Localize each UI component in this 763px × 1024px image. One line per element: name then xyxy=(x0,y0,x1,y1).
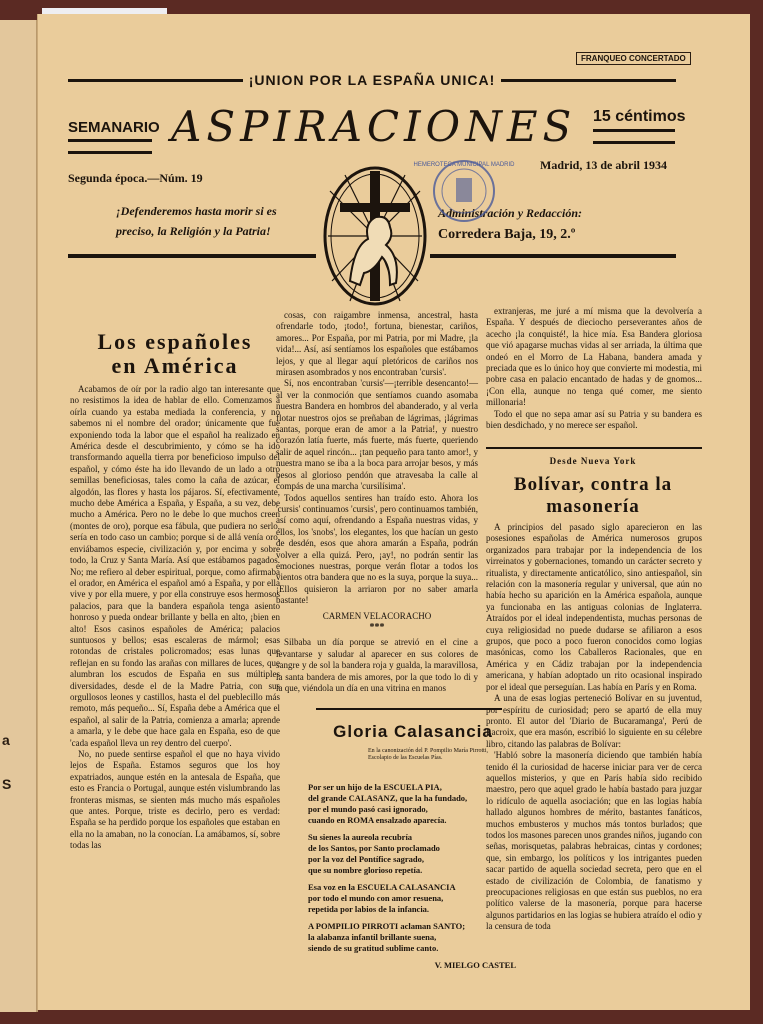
paragraph: 'Habló sobre la masonería diciendo que también había tenido él la curiosidad de hacerse iniciar para ver de cerca aquellos misterios, y que en París había sido recibido maestro, pero que aquel grado le había bastado para juzgar lo ridículo de aquella asociación; que en las logias había hallado algunos hombres de mérito, bastantes fanáticos, muchos embusteros y muchos más tontos burlados; que todos los masones parecen unos grandes niños, jugando con señas, morisquetas, palabras hebraicas, cintas y cordones; que, sin embargo, los políticos y los intrigantes pueden sacar partido de aquella sociedad secreta, pero que en el estado de civilización de Colombia, de fanatismo y preocupaciones religiosas en que están sus pueblos, no era político valerse de la masonería, porque para hacerse algunos partidarios en las logias se hubiera atraído el odio y la censura de toda xyxy=(486,750,702,932)
paragraph: Silbaba un día porque se atrevió en el cine a levantarse y saludar al aparecer en sus colores de sangre y de sol la bandera roja y gualda, la maravillosa, la santa bandera de mis amores, por la que todo lo di y la que, viéndola un día en una vitrina en manos xyxy=(276,637,478,693)
poem-dedication: En la canonización del P. Pompilio María Pirrotti, Escolapio de las Escuelas Pías. xyxy=(368,748,488,761)
separator-stars: *** xyxy=(369,621,385,633)
article-body-bolivar xyxy=(486,522,702,933)
poem-line: Por ser un hijo de la ESCUELA PIA, xyxy=(308,782,442,792)
paragraph: Todo el que no sepa amar así su Patria y su bandera es bien desdichado, y no merece ser español. xyxy=(486,408,702,431)
price xyxy=(593,108,685,144)
poem-line: que su nombre glorioso repetía. xyxy=(308,865,423,875)
motto-rule-right xyxy=(501,79,676,82)
motto-rule-left xyxy=(68,79,243,82)
poem-line: por el mundo pasó casi ignorado, xyxy=(308,804,428,814)
poem-stanza xyxy=(308,882,516,915)
paragraph: cosas, con raigambre inmensa, ancestral, hasta ofrendarle todo, ¡todo!, fortuna, bienestar, cariños, amores... Por España, por mi Patria, por mi Madre, ¡la vida!... Así, así sentíamos los españoles que estábamos lejos, y que al llegar aquí pletóricos de cariños nos mirasen asombrados y nos encontraban 'cursis'. xyxy=(276,310,478,378)
adjacent-page-fragment: a xyxy=(2,732,10,748)
header-rule-right xyxy=(430,254,676,258)
poem-line: cuando en ROMA ensalzado aparecía. xyxy=(308,815,447,825)
article-body-espanoles-continued xyxy=(276,310,478,694)
paragraph: Acabamos de oír por la radio algo tan interesante que no resistimos la idea de hablar de ello. Comenzamos a oírla cuando ya estaba mediada la conferencia, y no sabemos ni el nombre del orador; únicamente que fue exponiendo toda la labor que el español ha realizado en América desde el descubrimiento, y cómo se ha ido transformando aquella tierra por beneficioso impulso del español, y cómo éste ha ido llevando de un lado a otro semillas beneficiosas, tales como la caña de azúcar, el algodón, las flores y hasta los pájaros. Sí, efectivamente, mucho debe América a España, y España, a su vez, debe mucho a América. Pero no le debe lo que muchos creen (montes de oro), porque esa fábula, que pudiera no serlo, sería en todo caso un cambio; porque si de allá venía oro, enviábamos especie, civilización y, por encima y sobre todo, la Cruz y Santa María. Así que estábamos pagados. No; me refiero al deber espiritual, porque, como afirmaba el orador, en América el español amó a España, y por ella vive y por ella muere, y por ella construye esos hermosos palacios, para que la bandera española tenga asiento honroso y pueda ondear brillante y bella en alto, ¡bien en alto! Esos casinos españoles de América; palacios suntuosos y bellos; esas escaleras de mármol; esas rotondas de cristales policromados; esas lunas que reflejan en su fondo las arañas con millares de luces, que alumbran los escudos de España en sus múltiples diversidades, desde el de la Madre Patria, con sus orgullosos leones y castillos, hasta el del pueblecillo más remoto, más pequeño... Sí, España debe a América que el español, al salir de la Patria, comienza a amarla; aprende a amarla, y le debe que hace gala en España, eso de que 'cada español lleva un rey dentro del cuerpo'. xyxy=(70,384,280,748)
kind-bars xyxy=(68,139,152,154)
lion-cross-emblem-icon xyxy=(320,161,430,311)
poem-line: del grande CALASANZ, que la ha fundado, xyxy=(308,793,468,803)
motto-text: ¡UNION POR LA ESPAÑA UNICA! xyxy=(248,72,496,88)
article-title-line: Bolívar, contra la xyxy=(513,474,673,495)
article-body-espanoles xyxy=(70,384,280,852)
article-title-line: masonería xyxy=(546,496,640,517)
header-rule-left xyxy=(68,254,316,258)
admin-address: Corredera Baja, 19, 2.º xyxy=(438,227,576,242)
franqueo-label: FRANQUEO CONCERTADO xyxy=(576,52,691,65)
column-rule xyxy=(316,708,502,710)
adjacent-page-edge xyxy=(0,20,38,1012)
article-kicker: Desde Nueva York xyxy=(549,456,637,466)
poem-line: de los Santos, por Santo proclamado xyxy=(308,843,440,853)
price-bars xyxy=(593,129,675,144)
publication-kind-text: SEMANARIO xyxy=(68,119,160,136)
paragraph: Sí, nos encontraban 'cursis'—¡terrible desencanto!—al ver la conmoción que sentíamos cuando asomaba nuestra Bandera en hombros del abanderado, y al verla flotar nuestros ojos se preñaban de lágrimas, ¡lágrimas santas, porque eran de amor a la Patria!, y nuestro corazón latía fuerte, más fuerte, más fuerte, queriendo salir de aquel rincón... ¡tan pequeño para tanto amor!, y nuestra mano se iba a la boca para arrojar besos, y más besos al glorioso pendón que atravesaba la calle al compás de una marcha 'cursilísima'. xyxy=(276,378,478,492)
article-title-gloria: Gloria Calasancia xyxy=(333,722,493,741)
admin-label: Administración y Redacción: xyxy=(438,206,582,220)
column-rule xyxy=(486,447,702,449)
poem-line: A POMPILIO PIRROTI aclaman SANTO; xyxy=(308,921,466,931)
paragraph: A una de esas logias perteneció Bolívar en su juventud, por espíritu de curiosidad; pero se apartó de ella muy pronto. El autor del 'Diario de Bucaramanga', Perú de Lacroix, que era masón, escribió lo siguiente en su célebre libro, citando las palabras de Bolívar: xyxy=(486,693,702,749)
stamp-text: HEMEROTECA MUNICIPAL MADRID xyxy=(413,162,515,168)
article-body-bandera-end xyxy=(486,306,702,431)
poem-author: V. MIELGO CASTEL xyxy=(434,960,516,970)
poem-line: repetida por labios de la infancia. xyxy=(308,904,430,914)
publication-kind xyxy=(68,119,160,154)
masthead-title: ASPIRACIONES xyxy=(171,102,577,151)
price-text: 15 céntimos xyxy=(593,108,686,125)
poem-line: por todo el mundo con amor resuena, xyxy=(308,893,444,903)
article-title-line: en América xyxy=(111,353,239,378)
poem-line: Esa voz en la ESCUELA CALASANCIA xyxy=(308,882,456,892)
poem-sonnet xyxy=(308,782,516,971)
poem-stanza xyxy=(308,782,516,826)
paragraph: Todos aquellos sentires han traído esto. Ahora los 'cursis' continuamos 'cursis', pero continuamos también, así como aquí, ofrendando a España nuestras vidas, y ellos, los 'snobs', los elegantes, los que hacían un gesto de desdén, esos que ahora amarán a España, podrán volver a ella quizá. Pero, ¡ay!, no podrán sentir las emociones nuestras, porque verán flotar a todos los vientos otra bandera que no es la suya, porque la suya... ¡Ellos quisieron la arriaron por no saber amarla bastante! xyxy=(276,492,478,606)
poem-stanza xyxy=(308,832,516,876)
poem-line: por la voz del Pontífice sagrado, xyxy=(308,854,424,864)
paragraph: No, no puede sentirse español el que no haya vivido lejos de España. Estamos seguros que los hoy expatriados, aunque estén en la antesala de España, que esto es Francia o Portugal, aunque estén vislumbrando las fronteras mismas, se sienten más mucho más españoles que antes. Porque, triste es decirlo, pero es verdad: España se ha perdido porque los españoles que estaban en ella no la amaban, no la conocían. La amábamos, sí, sobre todas las xyxy=(70,749,280,851)
issue-date: Madrid, 13 de abril 1934 xyxy=(540,158,668,172)
newspaper-page xyxy=(37,14,750,1010)
poem-line: siendo de su gratitud sublime canto. xyxy=(308,943,439,953)
paragraph: A principios del pasado siglo aparecieron en las posesiones españolas de América numerosos grupos organizados para trabajar por la independencia de los virreinatos y gobernaciones, tomando un carácter secreto y ritualista, y directamente anticatólico, sino antiespañol, sin relación con la masonería regular y universal, que aún no había hecho su aparición en la América española, aunque ya funcionaba en las antiguas colonias de Inglaterra. Atraídos por el ideal independentista, muchas personas de cuya religiosidad no puede dudarse se afiliaron a esos grupos, que poco a poco fueron conocidos como logias masónicas, como los Caballeros Racionales, que en América y en Cádiz trabajan por la independencia americana, y habían adoptado un rito ocasional inspirado por el ideal que perseguían. Las había en París y en Roma. xyxy=(486,522,702,692)
article-title-bolivar xyxy=(488,474,698,518)
poem-line: Su sienes la aureola recubría xyxy=(308,832,413,842)
article-title-espanoles xyxy=(70,330,280,378)
poem-stanza xyxy=(308,921,516,954)
poem-line: la alabanza infantil brillante suena, xyxy=(308,932,437,942)
adjacent-page-fragment: S xyxy=(2,776,12,792)
issue-number: Segunda época.—Núm. 19 xyxy=(68,171,203,185)
article-title-line: Los españoles xyxy=(97,329,253,354)
article-signature: CARMEN VELACORACHO xyxy=(322,610,432,621)
slogan: ¡Defenderemos hasta morir si es preciso, la Religión y la Patria! xyxy=(116,204,277,238)
motto-banner xyxy=(68,72,676,88)
paragraph: extranjeras, me juré a mí misma que la devolvería a España. Y después de dieciocho perseverantes años de acecho ¡la conquisté!, la hice mía. Esa Bandera gloriosa que vió apagarse muchas vidas al ser arriada, la última que ondeó en el Morro de La Habana, bandera amada y preciada que es lo único hoy que convierte mi modestia, mi pobre casa en palacio encantado de hadas y de gnomos... ¡Con ella, aunque no tenga qué comer, me siento millonaria! xyxy=(486,306,702,408)
